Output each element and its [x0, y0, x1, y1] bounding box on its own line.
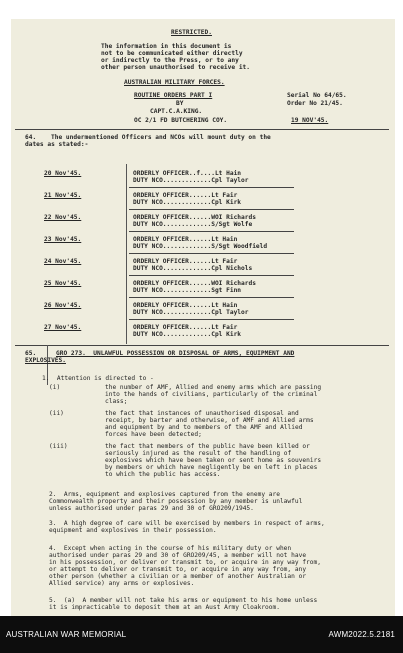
- duty-orderly-officer: ORDERLY OFFICER......Lt Hain: [133, 236, 238, 243]
- duty-separator: [129, 231, 294, 232]
- sub-i-line: class;: [105, 398, 128, 405]
- sub-ii-line: receipt, by barter and otherwise, of AMF and Allied arms: [105, 417, 314, 424]
- sub-i-number: (i): [49, 384, 61, 391]
- item-2-line: unless authorised under paras 29 and 30 of GRO209/1945.: [49, 505, 254, 512]
- duty-date: 22 Nov'45.: [44, 214, 82, 221]
- item-1-lead: 1. Attention is directed to -: [42, 375, 154, 382]
- duty-date: 20 Nov'45.: [44, 170, 82, 177]
- duty-nco: DUTY NCO.............Cpl Nichols: [133, 265, 253, 272]
- duty-separator: [129, 187, 294, 188]
- orders-officer: CAPT.C.A.KING.: [150, 108, 203, 115]
- sub-ii-line: forces have been detected;: [105, 431, 202, 438]
- sub-iii-line: the fact that members of the public have been killed or: [105, 443, 310, 450]
- para-64-text-2: dates as stated:-: [25, 141, 89, 148]
- footer-accession-number: AWM2022.5.2181: [328, 630, 395, 639]
- item-5-line: it is impracticable to deposit them at an Aust Army Cloakroom.: [49, 604, 280, 611]
- duty-orderly-officer: ORDERLY OFFICER..f....Lt Hain: [133, 170, 242, 177]
- item-3-line: equipment and explosives in their possession.: [49, 527, 217, 534]
- duty-date: 27 Nov'45.: [44, 324, 82, 331]
- duty-orderly-officer: ORDERLY OFFICER......Lt Fair: [133, 258, 238, 265]
- classification-heading: RESTRICTED.: [171, 29, 212, 36]
- notice-line-3: or indirectly to the Press, or to any: [101, 57, 239, 64]
- duty-orderly-officer: ORDERLY OFFICER......WOI Richards: [133, 214, 256, 221]
- duty-separator: [129, 275, 294, 276]
- duty-date: 21 Nov'45.: [44, 192, 82, 199]
- sub-i-line: into the hands of civilians, particularly of the criminal: [105, 391, 318, 398]
- sub-ii-line: and equipment by and to members of the AMF and Allied: [105, 424, 303, 431]
- duty-nco: DUTY NCO.............Cpl Kirk: [133, 199, 242, 206]
- item-4-line: or attempt to deliver or transmit to, or acquire in any way from, any: [49, 566, 307, 573]
- item-5-line: 5. (a) A member will not take his arms or equipment to his home unless: [49, 597, 318, 604]
- footer-institution: AUSTRALIAN WAR MEMORIAL: [6, 630, 127, 639]
- para-64-number: 64.: [25, 134, 37, 141]
- duty-date: 24 Nov'45.: [44, 258, 82, 265]
- duty-separator: [129, 297, 294, 298]
- divider-64: [15, 129, 389, 130]
- para-64-text-1: The undermentioned Officers and NCOs will mount duty on the: [51, 134, 271, 141]
- notice-line-1: The information in this document is: [101, 43, 232, 50]
- duty-date: 23 Nov'45.: [44, 236, 82, 243]
- duty-column-rule: [126, 164, 127, 344]
- duty-separator: [129, 209, 294, 210]
- duty-orderly-officer: ORDERLY OFFICER......Lt Fair: [133, 324, 238, 331]
- divider-65: [15, 345, 389, 346]
- item-3-line: 3. A high degree of care will be exercised by members in respect of arms,: [49, 520, 325, 527]
- para-65-number: 65.: [25, 350, 37, 357]
- order-date: 19 NOV'45.: [291, 117, 329, 124]
- duty-nco: DUTY NCO.............Sgt Finn: [133, 287, 242, 294]
- item-4-line: in his possession, or deliver or transmit to, or acquire in any way from,: [49, 559, 321, 566]
- sub-ii-number: (ii): [49, 410, 64, 417]
- sub-i-line: the number of AMF, Allied and enemy arms which are passing: [105, 384, 322, 391]
- sub-ii-line: the fact that instances of unauthorised disposal and: [105, 410, 299, 417]
- sub-iii-line: to which the public has access.: [105, 471, 221, 478]
- item-4-line: other person (whether a civilian or a member of another Australian or: [49, 573, 307, 580]
- duty-nco: DUTY NCO.............Cpl Taylor: [133, 177, 249, 184]
- duty-orderly-officer: ORDERLY OFFICER......WOI Richards: [133, 280, 256, 287]
- document-page: [11, 19, 395, 616]
- item-2-line: Commonwealth property and their possession by any member is unlawful: [49, 498, 303, 505]
- sub-iii-line: seriously injured as the result of the handling of: [105, 450, 292, 457]
- item-4-line: 4. Except when acting in the course of his military duty or when: [49, 545, 292, 552]
- serial-number: Serial No 64/65.: [287, 92, 347, 99]
- duty-separator: [129, 253, 294, 254]
- orders-title: ROUTINE ORDERS PART I: [134, 92, 213, 99]
- notice-line-4: other person unauthorised to receive it.: [101, 64, 251, 71]
- notice-line-2: not to be communicated either directly: [101, 50, 243, 57]
- duty-date: 26 Nov'45.: [44, 302, 82, 309]
- duty-nco: DUTY NCO.............S/Sgt Woodfield: [133, 243, 268, 250]
- duty-date: 25 Nov'45.: [44, 280, 82, 287]
- sub-iii-line: explosives which have been taken or sent home as souvenirs: [105, 457, 322, 464]
- para-65-title-1: GRO 273. UNLAWFUL POSSESSION OR DISPOSAL OF ARMS, EQUIPMENT AND: [56, 350, 295, 357]
- item-4-line: Allied service) any arms or explosives.: [49, 580, 195, 587]
- archive-footer: [0, 616, 403, 653]
- order-number: Order No 21/45.: [287, 100, 343, 107]
- duty-nco: DUTY NCO.............Cpl Kirk: [133, 331, 242, 338]
- item-2-line: 2. Arms, equipment and explosives captured from the enemy are: [49, 491, 280, 498]
- duty-separator: [129, 319, 294, 320]
- orders-by: BY: [176, 100, 184, 107]
- para-65-title-2: EXPLOSIVES.: [25, 357, 66, 364]
- duty-orderly-officer: ORDERLY OFFICER......Lt Fair: [133, 192, 238, 199]
- duty-nco: DUTY NCO.............S/Sgt Wolfe: [133, 221, 253, 228]
- force-heading: AUSTRALIAN MILITARY FORCES.: [124, 79, 225, 86]
- sub-iii-line: by members or which have negligently be en left in places: [105, 464, 318, 471]
- orders-unit: OC 2/1 FD BUTCHERING COY.: [134, 117, 228, 124]
- duty-nco: DUTY NCO.............Cpl Taylor: [133, 309, 249, 316]
- item-4-line: authorised under paras 29 and 30 of GRO209/45, a member will not have: [49, 552, 307, 559]
- duty-orderly-officer: ORDERLY OFFICER......Lt Hain: [133, 302, 238, 309]
- sub-iii-number: (iii): [49, 443, 68, 450]
